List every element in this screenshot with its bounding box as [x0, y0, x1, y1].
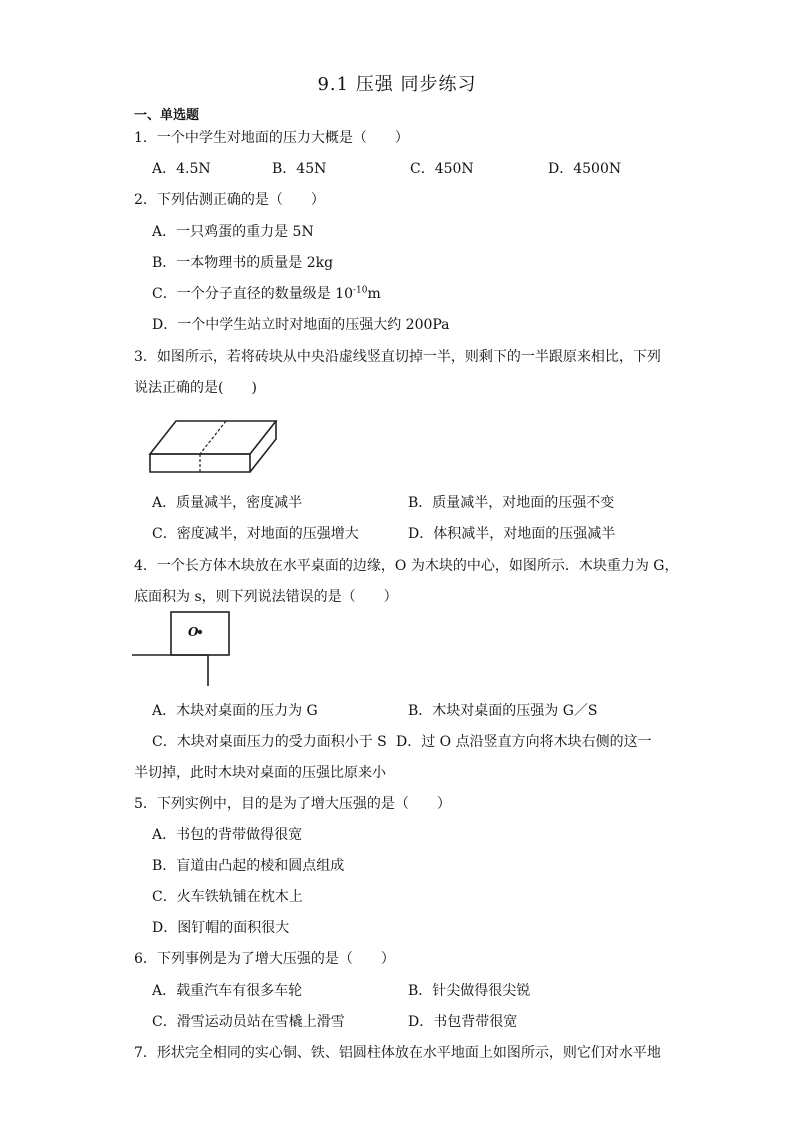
question-3-stem-line1: 3．如图所示，若将砖块从中央沿虚线竖直切掉一半，则剩下的一半跟原来相比，下列: [134, 349, 661, 365]
q6-option-a[interactable]: A．载重汽车有很多车轮: [152, 983, 303, 999]
q1-option-c[interactable]: C．450N: [410, 161, 474, 177]
brick-figure: [146, 416, 280, 478]
question-4-stem-line1: 4．一个长方体木块放在水平桌面的边缘，O 为木块的中心，如图所示．木块重力为 G，: [134, 558, 679, 574]
q1-option-d[interactable]: D．4500N: [548, 161, 622, 177]
q4-option-a[interactable]: A．木块对桌面的压力为 G: [152, 703, 318, 719]
q3-option-c[interactable]: C．密度减半，对地面的压强增大: [152, 526, 359, 542]
figure-label-o: O: [188, 625, 199, 639]
q4-option-c[interactable]: C．木块对桌面压力的受力面积小于 S: [152, 734, 387, 750]
q5-option-d[interactable]: D．图钉帽的面积很大: [152, 920, 290, 936]
q6-option-d[interactable]: D．书包背带很宽: [408, 1014, 518, 1030]
q5-option-c[interactable]: C．火车铁轨铺在枕木上: [152, 889, 303, 905]
question-5-stem: 5．下列实例中，目的是为了增大压强的是（ ）: [134, 796, 451, 812]
wood-block-figure: [132, 608, 234, 688]
question-3-stem-line2: 说法正确的是( ): [134, 380, 257, 396]
q6-option-c[interactable]: C．滑雪运动员站在雪橇上滑雪: [152, 1014, 345, 1030]
q3-option-a[interactable]: A．质量减半，密度减半: [152, 495, 303, 511]
q1-option-b[interactable]: B．45N: [272, 161, 327, 177]
q2-option-a[interactable]: A．一只鸡蛋的重力是 5N: [152, 224, 314, 240]
section-heading: 一、单选题: [134, 108, 200, 123]
page-title: 9.1 压强 同步练习: [317, 74, 477, 95]
q1-option-a[interactable]: A．4.5N: [152, 161, 211, 177]
q4-option-d[interactable]: D．过 O 点沿竖直方向将木块右侧的这一: [396, 734, 652, 750]
question-6-stem: 6．下列事例是为了增大压强的是（ ）: [134, 951, 395, 967]
q2-option-c[interactable]: C．一个分子直径的数量级是 $10^{-10}m$: [152, 285, 381, 302]
q4-option-b[interactable]: B．木块对桌面的压强为 G／S: [408, 703, 598, 719]
question-2-stem: 2．下列估测正确的是（ ）: [134, 192, 325, 208]
q3-option-b[interactable]: B．质量减半，对地面的压强不变: [408, 495, 615, 511]
question-7-stem: 7．形状完全相同的实心铜、铁、铝圆柱体放在水平地面上如图所示，则它们对水平地: [134, 1045, 661, 1061]
question-1-stem: 1．一个中学生对地面的压力大概是（ ）: [134, 130, 409, 146]
q5-option-b[interactable]: B．盲道由凸起的棱和圆点组成: [152, 858, 345, 874]
q3-option-d[interactable]: D．体积减半，对地面的压强减半: [408, 526, 616, 542]
q2-option-d[interactable]: D．一个中学生站立时对地面的压强大约 200Pa: [152, 317, 450, 333]
q4-option-d-continued: 半切掉，此时木块对桌面的压强比原来小: [134, 765, 386, 781]
q5-option-a[interactable]: A．书包的背带做得很宽: [152, 827, 303, 843]
q6-option-b[interactable]: B．针尖做得很尖锐: [408, 983, 531, 999]
question-4-stem-line2: 底面积为 s，则下列说法错误的是（ ）: [134, 589, 398, 605]
q2-option-b[interactable]: B．一本物理书的质量是 2kg: [152, 255, 334, 271]
